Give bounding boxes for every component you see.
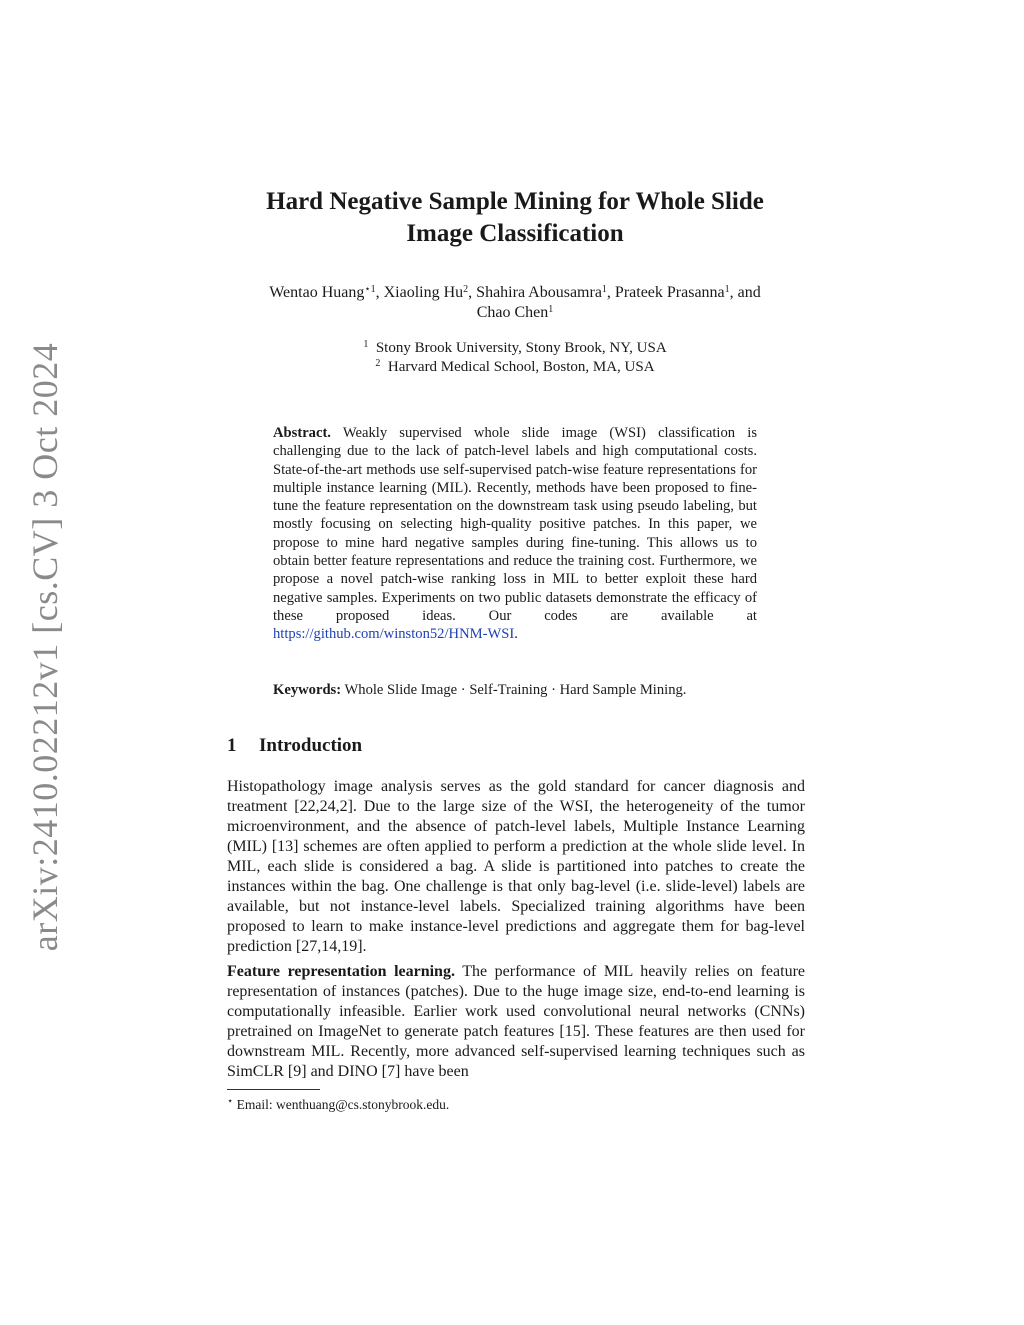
paragraph-lead: Feature representation learning. (227, 963, 455, 980)
author-name: Xiaoling Hu (383, 284, 464, 301)
affiliation-mark: 1 (363, 339, 369, 350)
footnote-divider (227, 1089, 320, 1090)
affiliation-mark: 2 (375, 358, 381, 369)
author-name: Chao Chen (476, 304, 549, 321)
footnote-text: Email: wenthuang@cs.stonybrook.edu. (236, 1097, 450, 1112)
author-mark: 1 (548, 304, 554, 315)
code-link[interactable]: https://github.com/winston52/HNM-WSI (273, 626, 515, 643)
section-heading (227, 733, 805, 759)
intro-paragraph-1: Histopathology image analysis serves as the gold standard for cancer diagnosis and treatment [22,24,2]. Due to the large size of the WSI, the heterogeneity of the tumor microenvironment, and the absence of patch-level labels, Multiple Instance Learning (MIL) [13] schemes are often applied to perform a prediction at the whole slide level. In MIL, each slide is considered a bag. A slide is partitioned into patches to create the instances within the bag. One challenge is that only bag-level (i.e. slide-level) labels are available, but not instance-level labels. Specialized training algorithms have been proposed to learn to make instance-level predictions and aggregate them for bag-level prediction [27,14,19]. (227, 778, 805, 955)
footnote-mark: ⋆ (227, 1096, 234, 1107)
affiliation-text: Harvard Medical School, Boston, MA, USA (387, 359, 655, 375)
arxiv-identifier: arXiv:2410.02212v1 [cs.CV] 3 Oct 2024 (25, 342, 66, 952)
keywords-text: Whole Slide Image · Self-Training · Hard Sample Mining. (344, 682, 687, 698)
paragraph-text: The performance of MIL heavily relies on feature representation of instances (patches). Due to the huge image size, end-to-end learning is computationally infeasible. Earlier work used convolutional neural networks (CNNs) pretrained on ImageNet to generate patch features [15]. These features are then used for downstream MIL. Recently, more advanced self-supervised learning techniques such as SimCLR [9] and DINO [7] have been (227, 963, 806, 1080)
author-name: Shahira Abousamra (476, 284, 602, 301)
abstract-label: Abstract. (273, 425, 331, 441)
author-name: Wentao Huang (269, 284, 365, 301)
title-line-1: Hard Negative Sample Mining for Whole Slide (266, 188, 764, 215)
paper-title (226, 186, 804, 250)
abstract-link-suffix: . (514, 626, 518, 643)
affiliation-item (226, 339, 804, 358)
section-title: Introduction (259, 735, 363, 756)
affiliation-item (226, 358, 804, 377)
author-list: Wentao Huang$^{⋆1}$, Xiaoling Hu$^2$, Shahira Abousamra$^1$, Prateek Prasanna$^1$, and Chao Chen$^1$ (269, 284, 761, 321)
section-number: 1 (227, 735, 237, 756)
author-mark: 2 (463, 284, 469, 295)
arxiv-sidebar (23, 342, 67, 952)
author-mark: 1 (601, 284, 607, 295)
author-mark: ⋆1 (364, 284, 376, 295)
author-name: Prateek Prasanna (614, 284, 725, 301)
keywords-label: Keywords: (273, 682, 342, 698)
abstract (273, 424, 757, 644)
author-mark: 1 (724, 284, 730, 295)
intro-paragraph-2 (227, 962, 805, 1082)
abstract-text: Weakly supervised whole slide image (WSI) classification is challenging due to the lack of patch-level labels and high computational costs. State-of-the-art methods use self-supervised patch-wise feature representations for multiple instance learning (MIL). Recently, methods have been proposed to fine-tune the feature representation on the downstream task using pseudo labeling, but mostly focusing on selecting high-quality positive patches. In this paper, we propose to mine hard negative samples during fine-tuning. This allows us to obtain better feature representations and reduce the training cost. Furthermore, we propose a novel patch-wise ranking loss in MIL to better exploit these hard negative samples. Experiments on two public datasets demonstrate the efficacy of these proposed ideas. Our codes are available at (273, 425, 757, 624)
affiliation-list (226, 339, 804, 377)
affiliation-text: Stony Brook University, Stony Brook, NY, USA (375, 340, 667, 356)
title-line-2: Image Classification (406, 220, 624, 247)
keywords (273, 681, 757, 699)
author-conjunction: , and (729, 284, 761, 301)
footnote (227, 1096, 805, 1113)
